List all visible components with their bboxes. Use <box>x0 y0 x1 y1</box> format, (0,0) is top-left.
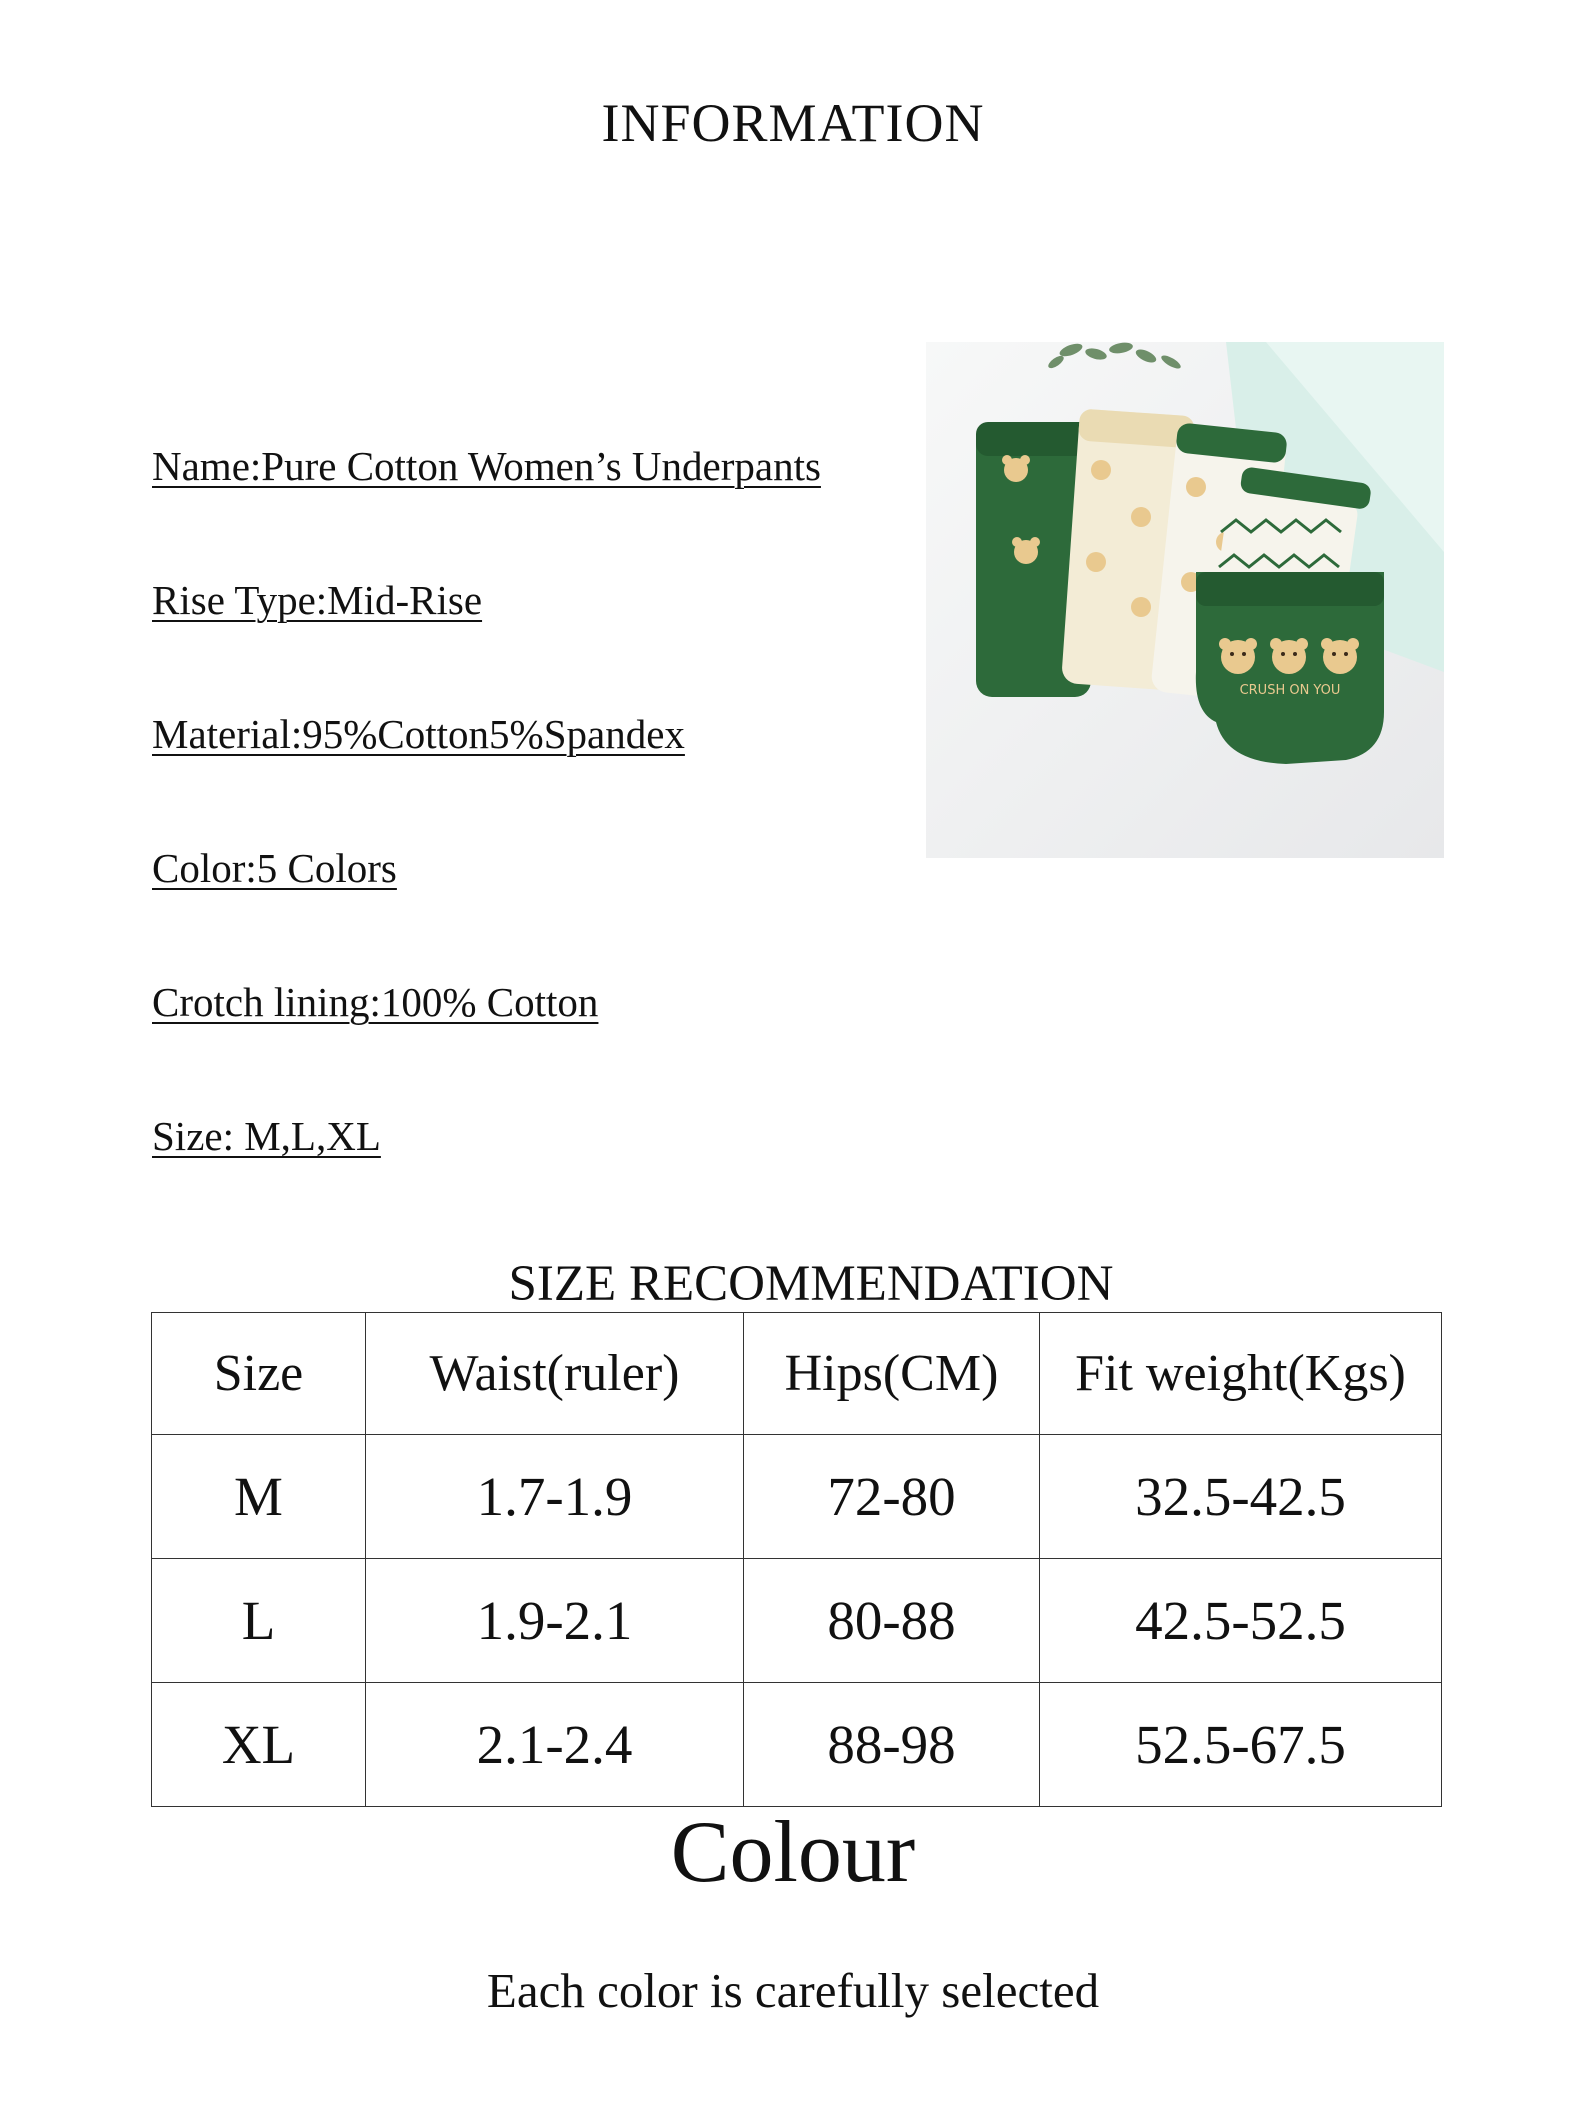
cell-fit-weight: 42.5-52.5 <box>1040 1559 1442 1683</box>
cell-fit-weight: 32.5-42.5 <box>1040 1435 1442 1559</box>
header-size: Size <box>152 1313 366 1435</box>
cell-size: XL <box>152 1683 366 1807</box>
table-header-row <box>152 1313 1442 1435</box>
cell-size: L <box>152 1559 366 1683</box>
cell-size: M <box>152 1435 366 1559</box>
photo-print-text: CRUSH ON YOU <box>1239 683 1341 698</box>
cell-waist: 1.9-2.1 <box>366 1559 744 1683</box>
product-photo <box>926 342 1444 858</box>
info-rise-type: Rise Type:Mid-Rise <box>152 577 483 623</box>
cell-hips: 72-80 <box>744 1435 1040 1559</box>
cell-waist: 1.7-1.9 <box>366 1435 744 1559</box>
size-recommendation-title: SIZE RECOMMENDATION <box>508 1256 1114 1312</box>
cell-hips: 80-88 <box>744 1559 1040 1683</box>
info-crotch-lining: Crotch lining:100% Cotton <box>152 979 599 1025</box>
header-waist: Waist(ruler) <box>366 1313 744 1435</box>
info-name: Name:Pure Cotton Women’s Underpants <box>152 443 821 489</box>
info-color: Color:5 Colors <box>152 845 397 891</box>
table-row <box>152 1559 1442 1683</box>
colour-title: Colour <box>670 1804 916 1901</box>
cell-fit-weight: 52.5-67.5 <box>1040 1683 1442 1807</box>
cell-waist: 2.1-2.4 <box>366 1683 744 1807</box>
size-table <box>151 1312 1442 1807</box>
header-hips: Hips(CM) <box>744 1313 1040 1435</box>
colour-subtitle: Each color is carefully selected <box>486 1963 1100 2018</box>
table-row <box>152 1435 1442 1559</box>
info-material: Material:95%Cotton5%Spandex <box>152 711 685 757</box>
page-title: INFORMATION <box>601 93 985 153</box>
header-fit-weight: Fit weight(Kgs) <box>1040 1313 1442 1435</box>
cell-hips: 88-98 <box>744 1683 1040 1807</box>
info-size: Size: M,L,XL <box>152 1113 381 1159</box>
table-row <box>152 1683 1442 1807</box>
